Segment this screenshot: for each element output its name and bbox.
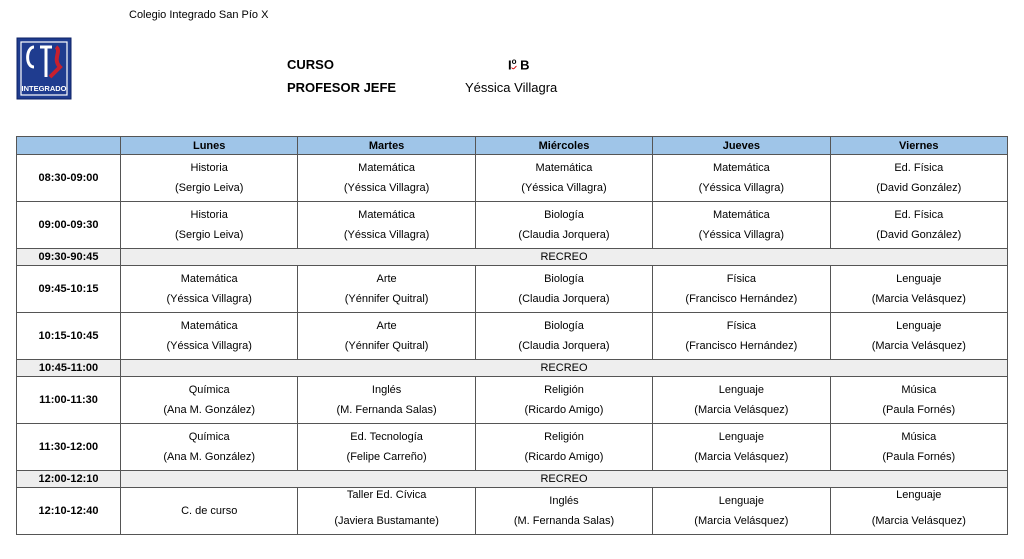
teacher-name: (Sergio Leiva): [174, 182, 244, 194]
lesson-row: [17, 266, 1008, 313]
teacher-name: (Yéssica Villagra): [698, 229, 785, 241]
teacher-name: (Marcia Velásquez): [694, 404, 789, 416]
subject-name: Matemática: [712, 209, 770, 221]
subject-name: Historia: [190, 209, 228, 221]
subject-name: Ed. Física: [894, 209, 944, 221]
lesson-cell: [298, 155, 475, 202]
time-slot: 09:45-10:15: [17, 266, 121, 313]
subject-name: Matemática: [358, 162, 416, 174]
schedule-table: [16, 136, 1008, 535]
lesson-cell: [830, 424, 1007, 471]
profesor-jefe-label: PROFESOR JEFE: [287, 80, 397, 95]
subject-name: Lenguaje: [896, 489, 942, 501]
teacher-name: (Yénnifer Quitral): [344, 340, 429, 352]
teacher-name: (Yéssica Villagra): [166, 293, 252, 305]
teacher-name: (Marcia Velásquez): [694, 451, 789, 463]
teacher-name: (Javiera Bustamante): [334, 515, 439, 527]
recess-cell: RECREO: [121, 360, 1008, 377]
teacher-name: (Francisco Hernández): [685, 293, 798, 305]
school-logo: [16, 37, 72, 100]
teacher-name: (Marcia Velásquez): [871, 293, 966, 305]
teacher-name: (Claudia Jorquera): [518, 293, 610, 305]
teacher-name: (Francisco Hernández): [685, 340, 798, 352]
subject-name: Biología: [544, 209, 584, 221]
teacher-name: (Yéssica Villagra): [521, 182, 607, 194]
lesson-cell: [298, 488, 475, 535]
lesson-cell: [121, 313, 298, 360]
header-day: Martes: [298, 137, 475, 155]
teacher-name: (Marcia Velásquez): [871, 515, 966, 527]
lesson-cell: [830, 202, 1007, 249]
lesson-cell: [121, 155, 298, 202]
profesor-jefe-value: Yéssica Villagra: [465, 80, 558, 95]
lesson-cell: [653, 424, 830, 471]
teacher-name: (Paula Fornés): [882, 451, 956, 463]
subject-name: Matemática: [535, 162, 593, 174]
time-slot: 09:30-90:45: [17, 249, 121, 266]
time-slot: 12:10-12:40: [17, 488, 121, 535]
subject-name: Matemática: [358, 209, 416, 221]
teacher-name: (Yénnifer Quitral): [344, 293, 429, 305]
lesson-cell: [475, 377, 652, 424]
lesson-cell: [475, 155, 652, 202]
teacher-name: (Yéssica Villagra): [166, 340, 252, 352]
lesson-cell: [475, 266, 652, 313]
subject-name: Inglés: [371, 384, 402, 396]
teacher-name: (Ricardo Amigo): [524, 451, 604, 463]
subject-name: Arte: [376, 320, 397, 332]
subject-name: Lenguaje: [718, 384, 764, 396]
subject-name: Química: [188, 431, 230, 443]
time-slot: 09:00-09:30: [17, 202, 121, 249]
time-slot: 10:15-10:45: [17, 313, 121, 360]
lesson-cell: [298, 202, 475, 249]
curso-value-main: I: [508, 57, 512, 73]
time-slot: 11:30-12:00: [17, 424, 121, 471]
lesson-cell: [830, 377, 1007, 424]
curso-label: CURSO: [287, 57, 334, 72]
subject-name: Lenguaje: [896, 273, 942, 285]
subject-name: Música: [901, 384, 937, 396]
subject-name: Ed. Tecnología: [350, 431, 423, 443]
lesson-row: [17, 377, 1008, 424]
subject-name: Religión: [544, 384, 584, 396]
lesson-row: [17, 488, 1008, 535]
schedule-body: [17, 155, 1008, 535]
teacher-name: (Ricardo Amigo): [524, 404, 604, 416]
lesson-cell: [298, 266, 475, 313]
lesson-cell: [298, 424, 475, 471]
lesson-cell: [475, 488, 652, 535]
teacher-name: (Ana M. González): [163, 404, 256, 416]
lesson-cell: [653, 377, 830, 424]
header-time-cell: [17, 137, 121, 155]
lesson-cell: [121, 202, 298, 249]
teacher-name: (M. Fernanda Salas): [336, 404, 437, 416]
subject-name: Música: [901, 431, 937, 443]
lesson-cell: [121, 377, 298, 424]
header-day: Miércoles: [475, 137, 652, 155]
lesson-cell: [653, 313, 830, 360]
teacher-name: (Sergio Leiva): [174, 229, 244, 241]
subject-name: Matemática: [180, 273, 238, 285]
lesson-cell: [475, 313, 652, 360]
subject-name: C. de curso: [181, 505, 238, 517]
time-slot: 08:30-09:00: [17, 155, 121, 202]
lesson-cell: [475, 202, 652, 249]
subject-name: Física: [726, 273, 757, 285]
teacher-name: (Yéssica Villagra): [698, 182, 785, 194]
recess-row: [17, 360, 1008, 377]
subject-name: Matemática: [180, 320, 238, 332]
teacher-name: (Yéssica Villagra): [343, 229, 430, 241]
lesson-cell: [298, 377, 475, 424]
subject-name: Lenguaje: [896, 320, 942, 332]
recess-cell: RECREO: [121, 249, 1008, 266]
time-slot: 10:45-11:00: [17, 360, 121, 377]
lesson-cell: [121, 488, 298, 535]
teacher-name: (Claudia Jorquera): [518, 340, 610, 352]
lesson-cell: [298, 313, 475, 360]
logo-text: INTEGRADO: [21, 84, 67, 93]
header-day: Lunes: [121, 137, 298, 155]
lesson-row: [17, 202, 1008, 249]
subject-name: Taller Ed. Cívica: [346, 489, 427, 501]
subject-name: Inglés: [549, 495, 579, 507]
curso-value-suffix: B: [516, 57, 530, 73]
teacher-name: (David González): [876, 182, 962, 194]
time-slot: 12:00-12:10: [17, 471, 121, 488]
subject-name: Biología: [544, 273, 584, 285]
subject-name: Física: [726, 320, 757, 332]
curso-value: [508, 57, 530, 72]
header-day: Viernes: [830, 137, 1007, 155]
teacher-name: (Marcia Velásquez): [871, 340, 966, 352]
recess-row: [17, 249, 1008, 266]
lesson-cell: [830, 155, 1007, 202]
lesson-cell: [830, 488, 1007, 535]
lesson-row: [17, 155, 1008, 202]
lesson-cell: [475, 424, 652, 471]
teacher-name: (Yéssica Villagra): [343, 182, 430, 194]
teacher-name: (Claudia Jorquera): [518, 229, 610, 241]
subject-name: Ed. Física: [894, 162, 944, 174]
lesson-cell: [653, 202, 830, 249]
subject-name: Lenguaje: [718, 431, 764, 443]
subject-name: Arte: [376, 273, 397, 285]
header-day: Jueves: [653, 137, 830, 155]
subject-name: Química: [188, 384, 230, 396]
teacher-name: (Felipe Carreño): [346, 451, 427, 463]
lesson-cell: [653, 155, 830, 202]
lesson-cell: [121, 424, 298, 471]
lesson-cell: [830, 266, 1007, 313]
subject-name: Religión: [544, 431, 584, 443]
subject-name: Matemática: [712, 162, 770, 174]
teacher-name: (David González): [876, 229, 962, 241]
lesson-cell: [121, 266, 298, 313]
recess-cell: RECREO: [121, 471, 1008, 488]
teacher-name: (Paula Fornés): [882, 404, 956, 416]
teacher-name: (Ana M. González): [163, 451, 256, 463]
teacher-name: (Marcia Velásquez): [694, 515, 789, 527]
time-slot: 11:00-11:30: [17, 377, 121, 424]
subject-name: Lenguaje: [718, 495, 764, 507]
curso-value-sup: o: [511, 57, 517, 66]
subject-name: Biología: [544, 320, 584, 332]
subject-name: Historia: [190, 162, 228, 174]
lesson-cell: [653, 488, 830, 535]
lesson-row: [17, 424, 1008, 471]
lesson-cell: [653, 266, 830, 313]
lesson-row: [17, 313, 1008, 360]
school-name: Colegio Integrado San Pío X: [129, 9, 269, 21]
lesson-cell: [830, 313, 1007, 360]
teacher-name: (M. Fernanda Salas): [513, 515, 615, 527]
header-row: [17, 137, 1008, 155]
